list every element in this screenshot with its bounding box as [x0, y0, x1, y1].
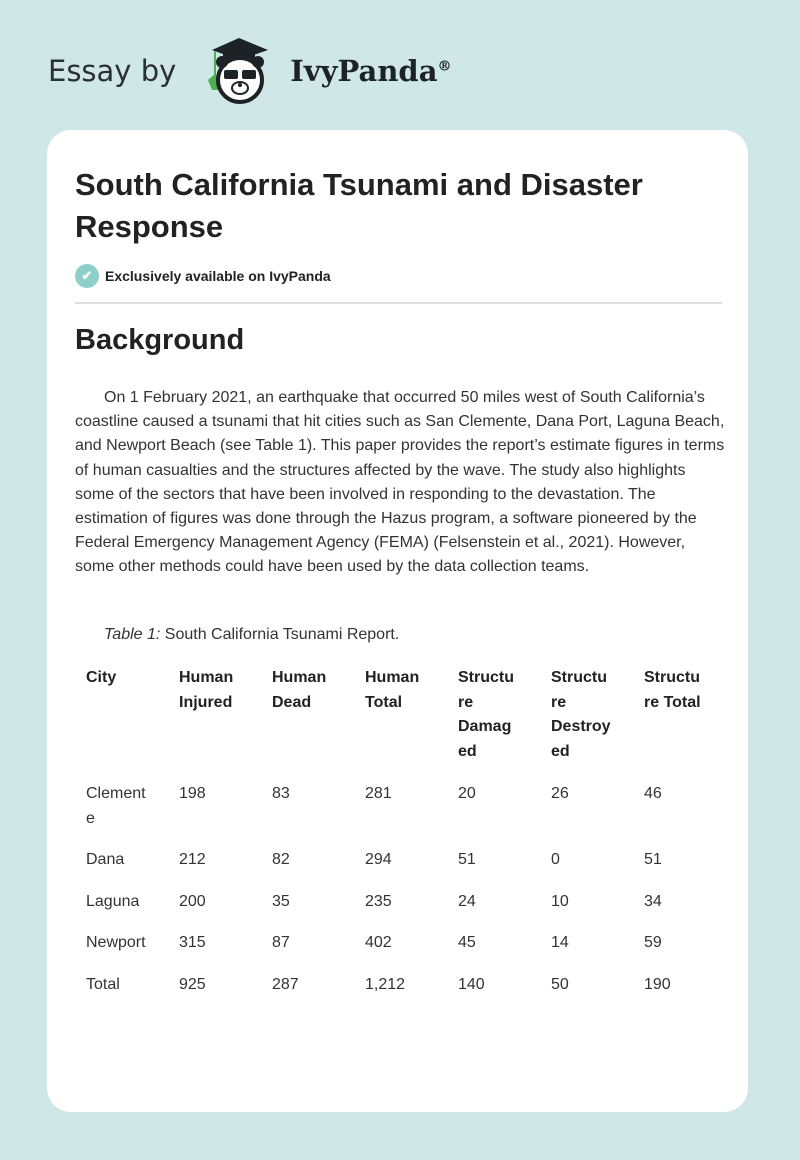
column-header: Human Injured [179, 669, 234, 711]
panda-logo-icon [196, 36, 282, 106]
column-header: Human Dead [272, 669, 327, 711]
table-cell: 34 [644, 892, 662, 910]
table-cell: 35 [272, 892, 290, 910]
exclusive-label: Exclusively available on IvyPanda [105, 268, 331, 284]
site-header [48, 36, 452, 106]
divider [75, 302, 722, 304]
table-cell: 140 [458, 975, 485, 993]
table-cell: 212 [179, 851, 206, 868]
table-cell: 198 [179, 785, 206, 802]
tsunami-report-table [77, 666, 728, 1014]
table-cell: 294 [365, 851, 392, 868]
table-cell: 50 [551, 975, 569, 993]
table-cell: 51 [458, 851, 476, 868]
table-cell: Laguna [86, 892, 140, 910]
table-cell: Total [86, 975, 120, 993]
table-header-row [77, 666, 728, 782]
page-title: South California Tsunami and Disaster Response [75, 167, 643, 244]
table-cell: Newport [86, 934, 146, 951]
table-cell: 235 [365, 892, 392, 910]
column-header: Structure Damaged [458, 669, 514, 760]
table-cell: 200 [179, 892, 206, 910]
column-header: Human Total [365, 669, 420, 711]
table-cell: 24 [458, 892, 476, 910]
table-cell: Clemente [86, 785, 146, 827]
column-header: City [86, 669, 117, 686]
table-cell: 14 [551, 934, 569, 951]
table-cell: 0 [551, 851, 560, 868]
column-header: Structure Total [644, 669, 701, 711]
table-row [77, 782, 728, 848]
table-cell: 83 [272, 785, 290, 802]
table-cell: 45 [458, 934, 476, 951]
table-cell: 315 [179, 934, 206, 951]
table-cell: 190 [644, 975, 671, 993]
table-row [77, 890, 728, 932]
check-icon: ✔ [75, 264, 99, 288]
table-row [77, 848, 728, 890]
table-cell: 51 [644, 851, 662, 868]
table-cell: 1,212 [365, 975, 406, 993]
table-cell: 46 [644, 785, 662, 802]
table-cell: 402 [365, 934, 392, 951]
table-row [77, 973, 728, 1015]
column-header: Structure Destroyed [551, 669, 611, 760]
table-cell: 59 [644, 934, 662, 951]
table-cell: 87 [272, 934, 290, 951]
table-row [77, 931, 728, 973]
brand-name: IvyPanda® [290, 54, 452, 88]
table-cell: 82 [272, 851, 290, 868]
body-paragraph: On 1 February 2021, an earthquake that occurred 50 miles west of South California’s coastline caused a tsunami that hit cities such as San Clemente, Dana Port, Laguna Beach, and Newport Beach (see Table 1). This paper provides the report’s estimate figures in terms of human casualties and the structures affected by the wave. The study also highlights some of the sectors that have been involved in responding to the devastation. The estimation of figures was done through the Hazus program, a software pioneered by the Federal Emergency Management Agency (FEMA) (Felsenstein et al., 2021). However, some other methods could have been used by the data collection teams. [75, 389, 725, 576]
table-cell: 287 [272, 975, 299, 993]
article-card [47, 130, 748, 1112]
table-cell: Dana [86, 851, 125, 868]
table-cell: 20 [458, 785, 476, 802]
table-cell: 26 [551, 785, 569, 802]
table-cell: 10 [551, 892, 569, 910]
table-caption: Table 1: South California Tsunami Report. [104, 626, 400, 643]
essay-by-label: Essay by [48, 54, 177, 88]
section-heading: Background [75, 324, 245, 356]
exclusive-badge [75, 264, 331, 288]
table-cell: 281 [365, 785, 392, 802]
table-cell: 925 [179, 975, 206, 993]
